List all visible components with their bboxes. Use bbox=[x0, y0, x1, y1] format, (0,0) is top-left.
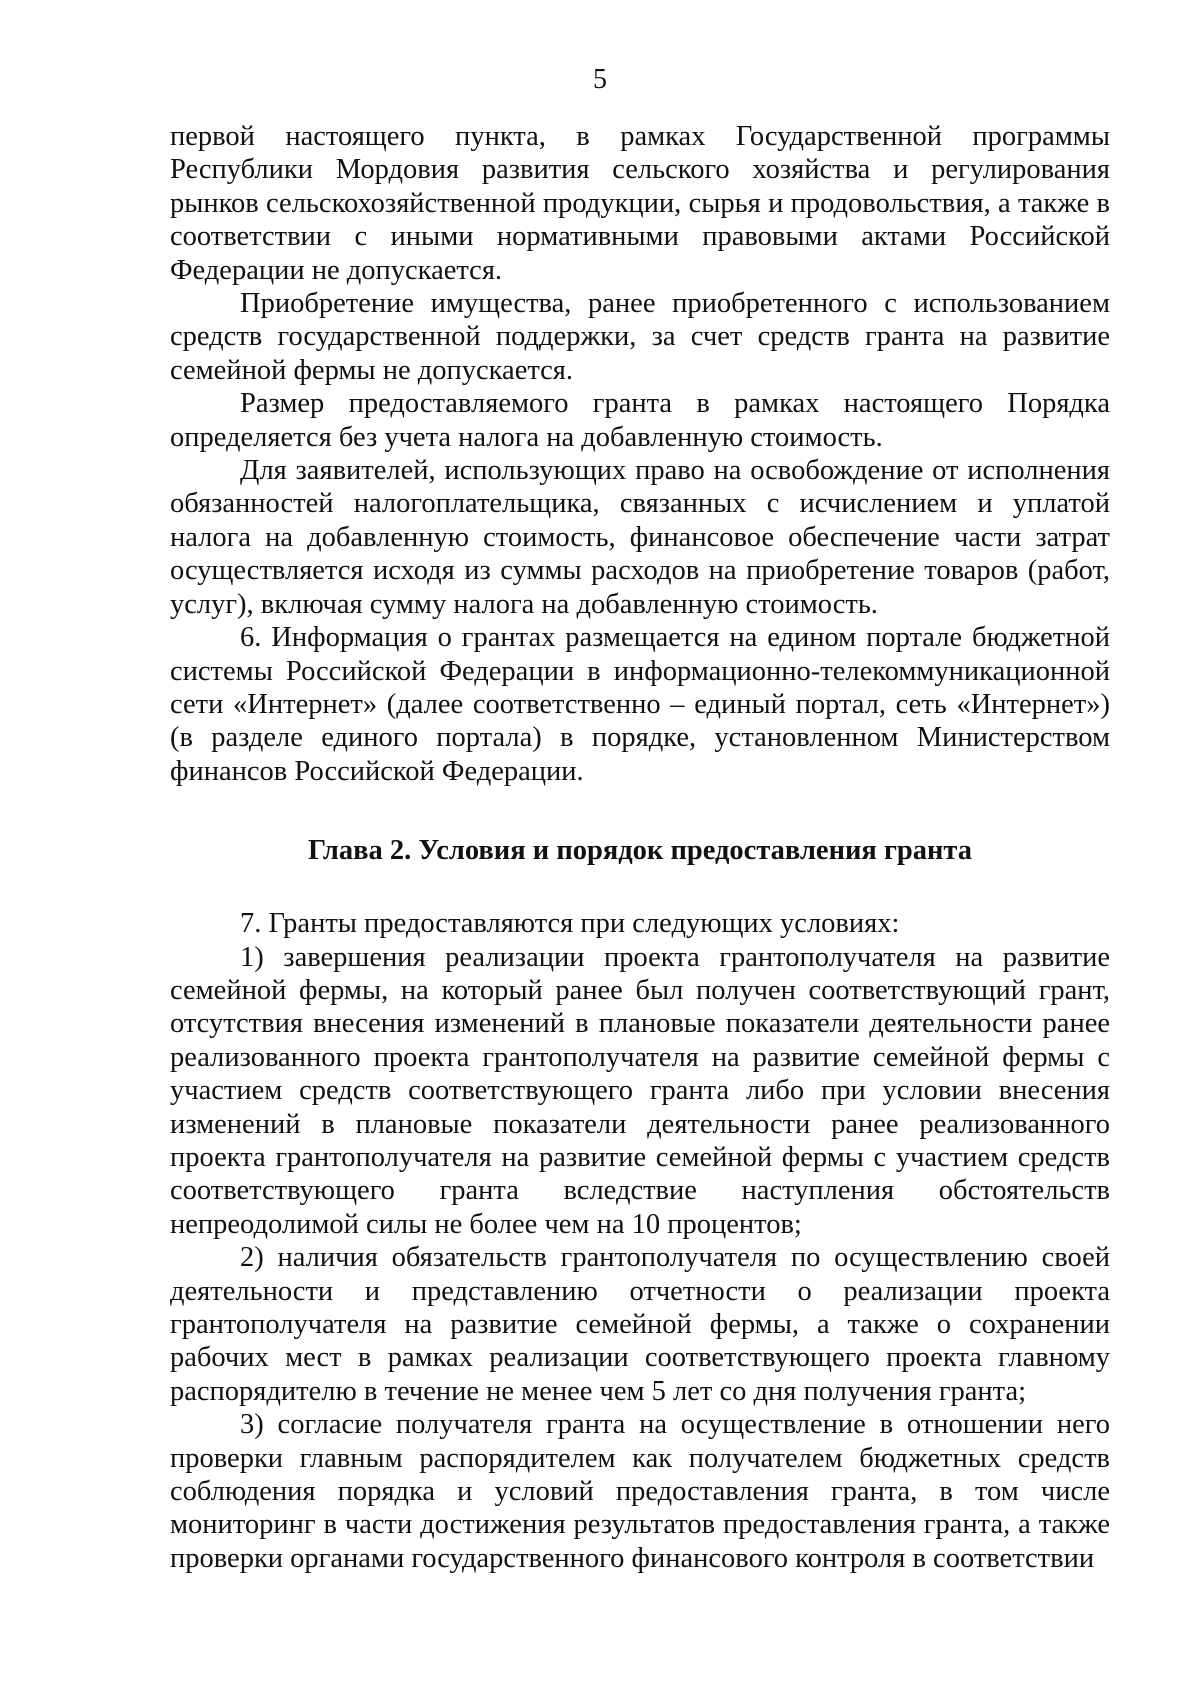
paragraph-continuation: первой настоящего пункта, в рамках Государственной программы Республики Мордовия развития сельского хозяйства и регулирования рынков сельскохозяйственной продукции, сырья и продовольствия, а также в соответствии с иными нормативными правовыми актами Российской Федерации не допускается. bbox=[170, 121, 1110, 286]
paragraph-item-7: 7. Гранты предоставляются при следующих условиях: bbox=[240, 908, 900, 940]
paragraph-item-6: 6. Информация о грантах размещается на едином портале бюджетной системы Российской Федерации в информационно-телекоммуникационной сети «Интернет» (далее соответственно – единый портал, сеть «Интернет») (в разделе единого портала) в порядке, установленном Министерством финансов Российской Федерации. bbox=[170, 622, 1110, 787]
document-body bbox=[170, 120, 1110, 1575]
paragraph-condition-3: 3) согласие получателя гранта на осуществление в отношении него проверки главным распорядителем как получателем бюджетных средств соблюдения порядка и условий предоставления гранта, в том числе мониторинг в части достижения результатов предоставления гранта, а также проверки органами государственного финансового контроля в соответствии bbox=[170, 1409, 1110, 1574]
chapter-heading: Глава 2. Условия и порядок предоставления гранта bbox=[307, 835, 973, 867]
paragraph-condition-1: 1) завершения реализации проекта грантополучателя на развитие семейной фермы, на который ранее был получен соответствующий грант, отсутствия внесения изменений в плановые показатели деятельности ранее реализованного проекта грантополучателя на развитие семейной фермы с участием средств соответствующего гранта либо при условии внесения изменений в плановые показатели деятельности ранее реализованного проекта грантополучателя на развитие семейной фермы с участием средств соответствующего гранта вследствие наступления обстоятельств непреодолимой силы не более чем на 10 процентов; bbox=[170, 941, 1110, 1240]
page-number: 5 bbox=[593, 64, 607, 95]
paragraph-property-acquisition: Приобретение имущества, ранее приобретенного с использованием средств государственной поддержки, за счет средств гранта на развитие семейной фермы не допускается. bbox=[170, 288, 1110, 386]
paragraph-grant-size: Размер предоставляемого гранта в рамках настоящего Порядка определяется без учета налога на добавленную стоимость. bbox=[170, 388, 1110, 453]
paragraph-condition-2: 2) наличия обязательств грантополучателя по осуществлению своей деятельности и представлению отчетности о реализации проекта грантополучателя на развитие семейной фермы, а также о сохранении рабочих мест в рамках реализации соответствующего проекта главному распорядителю в течение не менее чем 5 лет со дня получения гранта; bbox=[170, 1242, 1110, 1407]
paragraph-vat-exemption: Для заявителей, использующих право на освобождение от исполнения обязанностей налогоплательщика, связанных с исчислением и уплатой налога на добавленную стоимость, финансовое обеспечение части затрат осуществляется исходя из суммы расходов на приобретение товаров (работ, услуг), включая сумму налога на добавленную стоимость. bbox=[170, 455, 1110, 620]
